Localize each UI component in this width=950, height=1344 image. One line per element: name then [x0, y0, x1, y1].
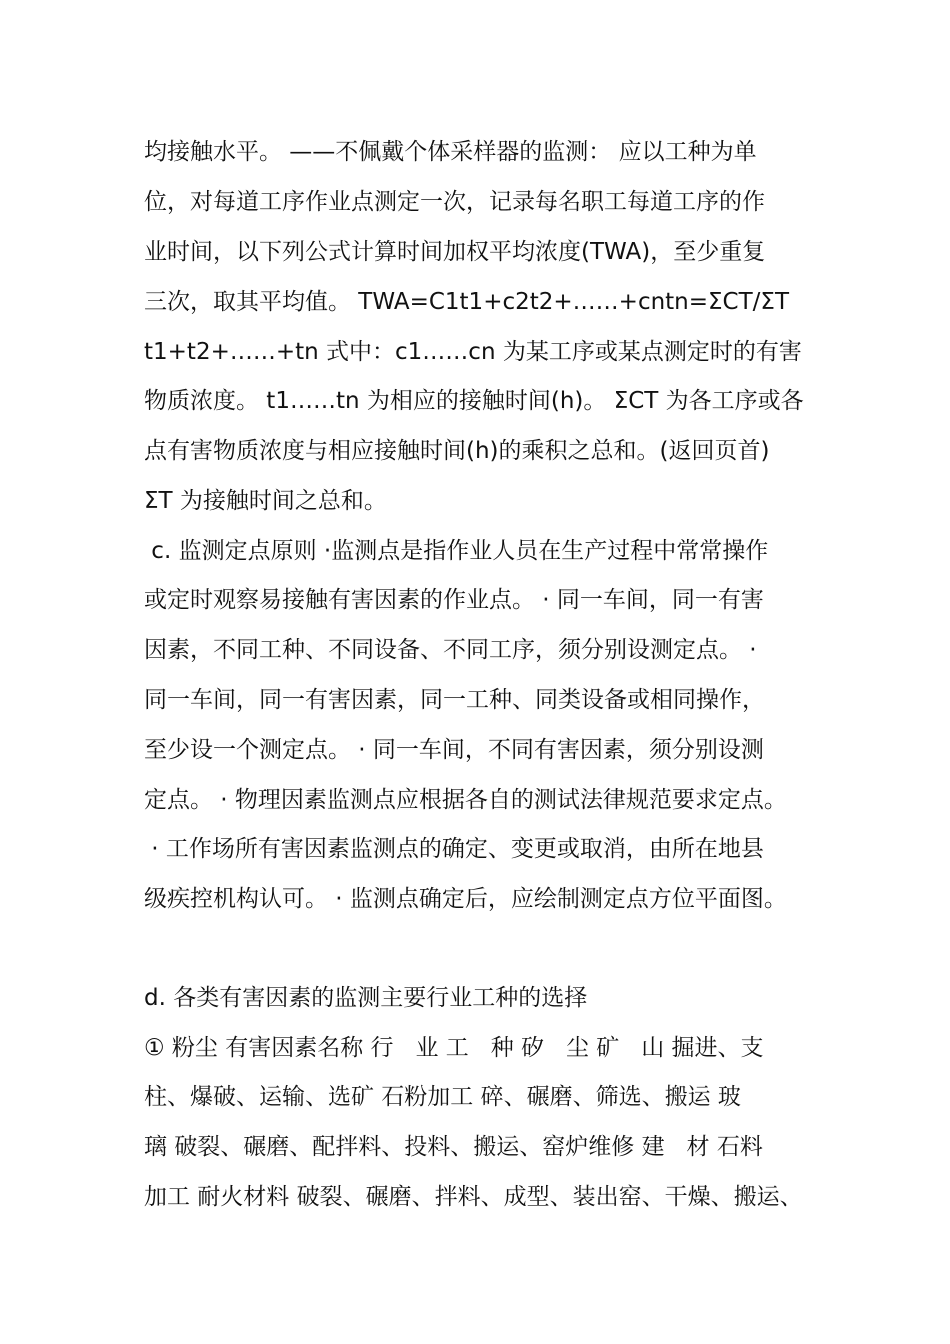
text-line: 级疾控机构认可。 · 监测点确定后，应绘制测定点方位平面图。: [144, 886, 787, 912]
text-line: t1+t2+……+tn 式中：c1……cn 为某工序或某点测定时的有害: [144, 339, 802, 365]
text-line: · 工作场所有害因素监测点的确定、变更或取消，由所在地县: [144, 836, 764, 862]
text-line: 同一车间，同一有害因素，同一工种、同类设备或相同操作，: [144, 687, 765, 713]
text-line: 点有害物质浓度与相应接触时间(h)的乘积之总和。(返回页首): [144, 438, 770, 464]
text-line: 定点。 · 物理因素监测点应根据各自的测试法律规范要求定点。: [144, 787, 787, 813]
text-line: ① 粉尘 有害因素名称 行 业 工 种 矽 尘 矿 山 掘进、支: [144, 1035, 764, 1061]
text-line: ΣT 为接触时间之总和。: [144, 488, 387, 514]
text-line: 三次，取其平均值。 TWA=C1t1+c2t2+……+cntn=ΣCT/ΣT: [144, 289, 789, 315]
text-line: 柱、爆破、运输、选矿 石粉加工 碎、碾磨、筛选、搬运 玻: [144, 1084, 741, 1110]
text-line: 璃 破裂、碾磨、配拌料、投料、搬运、窑炉维修 建 材 石料: [144, 1134, 763, 1160]
text-line: 因素，不同工种、不同设备、不同工序，须分别设测定点。 ·: [144, 637, 757, 663]
text-line: 业时间，以下列公式计算时间加权平均浓度(TWA)，至少重复: [144, 239, 766, 265]
text-line: c. 监测定点原则 ·监测点是指作业人员在生产过程中常常操作: [144, 538, 769, 564]
text-line: 或定时观察易接触有害因素的作业点。 · 同一车间，同一有害: [144, 587, 764, 613]
text-line: 均接触水平。 ——不佩戴个体采样器的监测： 应以工种为单: [144, 139, 757, 165]
text-line: 物质浓度。 t1……tn 为相应的接触时间(h)。 ΣCT 为各工序或各: [144, 388, 804, 414]
text-line: 位，对每道工序作业点测定一次，记录每名职工每道工序的作: [144, 189, 765, 215]
text-line: 至少设一个测定点。 · 同一车间，不同有害因素，须分别设测: [144, 737, 764, 763]
section-heading: d. 各类有害因素的监测主要行业工种的选择: [144, 985, 588, 1011]
text-line: 加工 耐火材料 破裂、碾磨、拌料、成型、装出窑、干燥、搬运、: [144, 1184, 803, 1210]
